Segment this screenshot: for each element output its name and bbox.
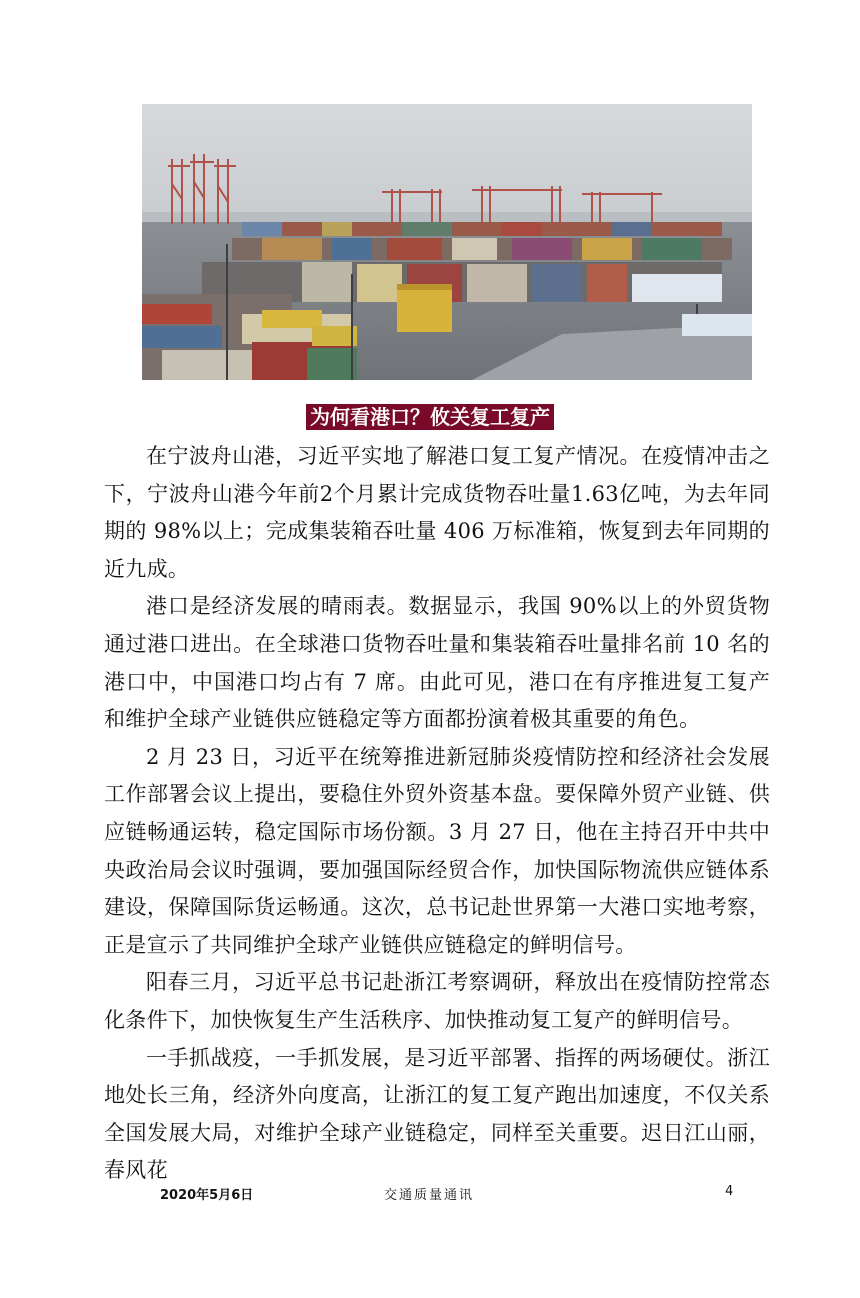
paragraph: 港口是经济发展的晴雨表。数据显示，我国 90%以上的外贸货物通过港口进出。在全球港口货物吞吐量和集装箱吞吐量排名前 10 名的港口中，中国港口均占有 7 席。由此可见，港口在有序推进复工复产和维护全球产业链供应链稳定等方面都扮演着极其重要的角色。: [104, 594, 770, 732]
footer-date: 2020年5月6日: [160, 1188, 254, 1203]
footer-publication: 交通质量通讯: [384, 1188, 475, 1203]
port-photo: [142, 104, 752, 380]
paragraph: 2 月 23 日，习近平在统筹推进新冠肺炎疫情防控和经济社会发展工作部署会议上提出，要稳住外贸外资基本盘。要保障外贸产业链、供应链畅通运转，稳定国际市场份额。3 月 27 日，他在主持召开中共中央政治局会议时强调，要加强国际经贸合作，加快国际物流供应链体系建设，保障国际货运畅通。这次，总书记赴世界第一大港口实地考察，正是宣示了共同维护全球产业链供应链稳定的鲜明信号。: [104, 744, 770, 957]
section-heading: [0, 404, 860, 430]
paragraph: 一手抓战疫，一手抓发展，是习近平部署、指挥的两场硬仗。浙江地处长三角，经济外向度高，让浙江的复工复产跑出加速度，不仅关系全国发展大局，对维护全球产业链稳定，同样至关重要。迟日江山丽，春风花: [104, 1045, 770, 1183]
page-number: 4: [725, 1184, 734, 1199]
paragraph: 阳春三月，习近平总书记赴浙江考察调研，释放出在疫情防控常态化条件下，加快恢复生产生活秩序、加快推动复工复产的鲜明信号。: [104, 970, 770, 1032]
page-footer: [0, 1184, 860, 1208]
container-port-image: [142, 104, 752, 380]
paragraph: 在宁波舟山港，习近平实地了解港口复工复产情况。在疫情冲击之下，宁波舟山港今年前2个月累计完成货物吞吐量1.63亿吨，为去年同期的 98%以上；完成集装箱吞吐量 406 万标准箱，恢复到去年同期的近九成。: [104, 444, 770, 581]
article-body: [104, 438, 770, 1190]
section-title: 为何看港口？攸关复工复产: [306, 404, 554, 430]
